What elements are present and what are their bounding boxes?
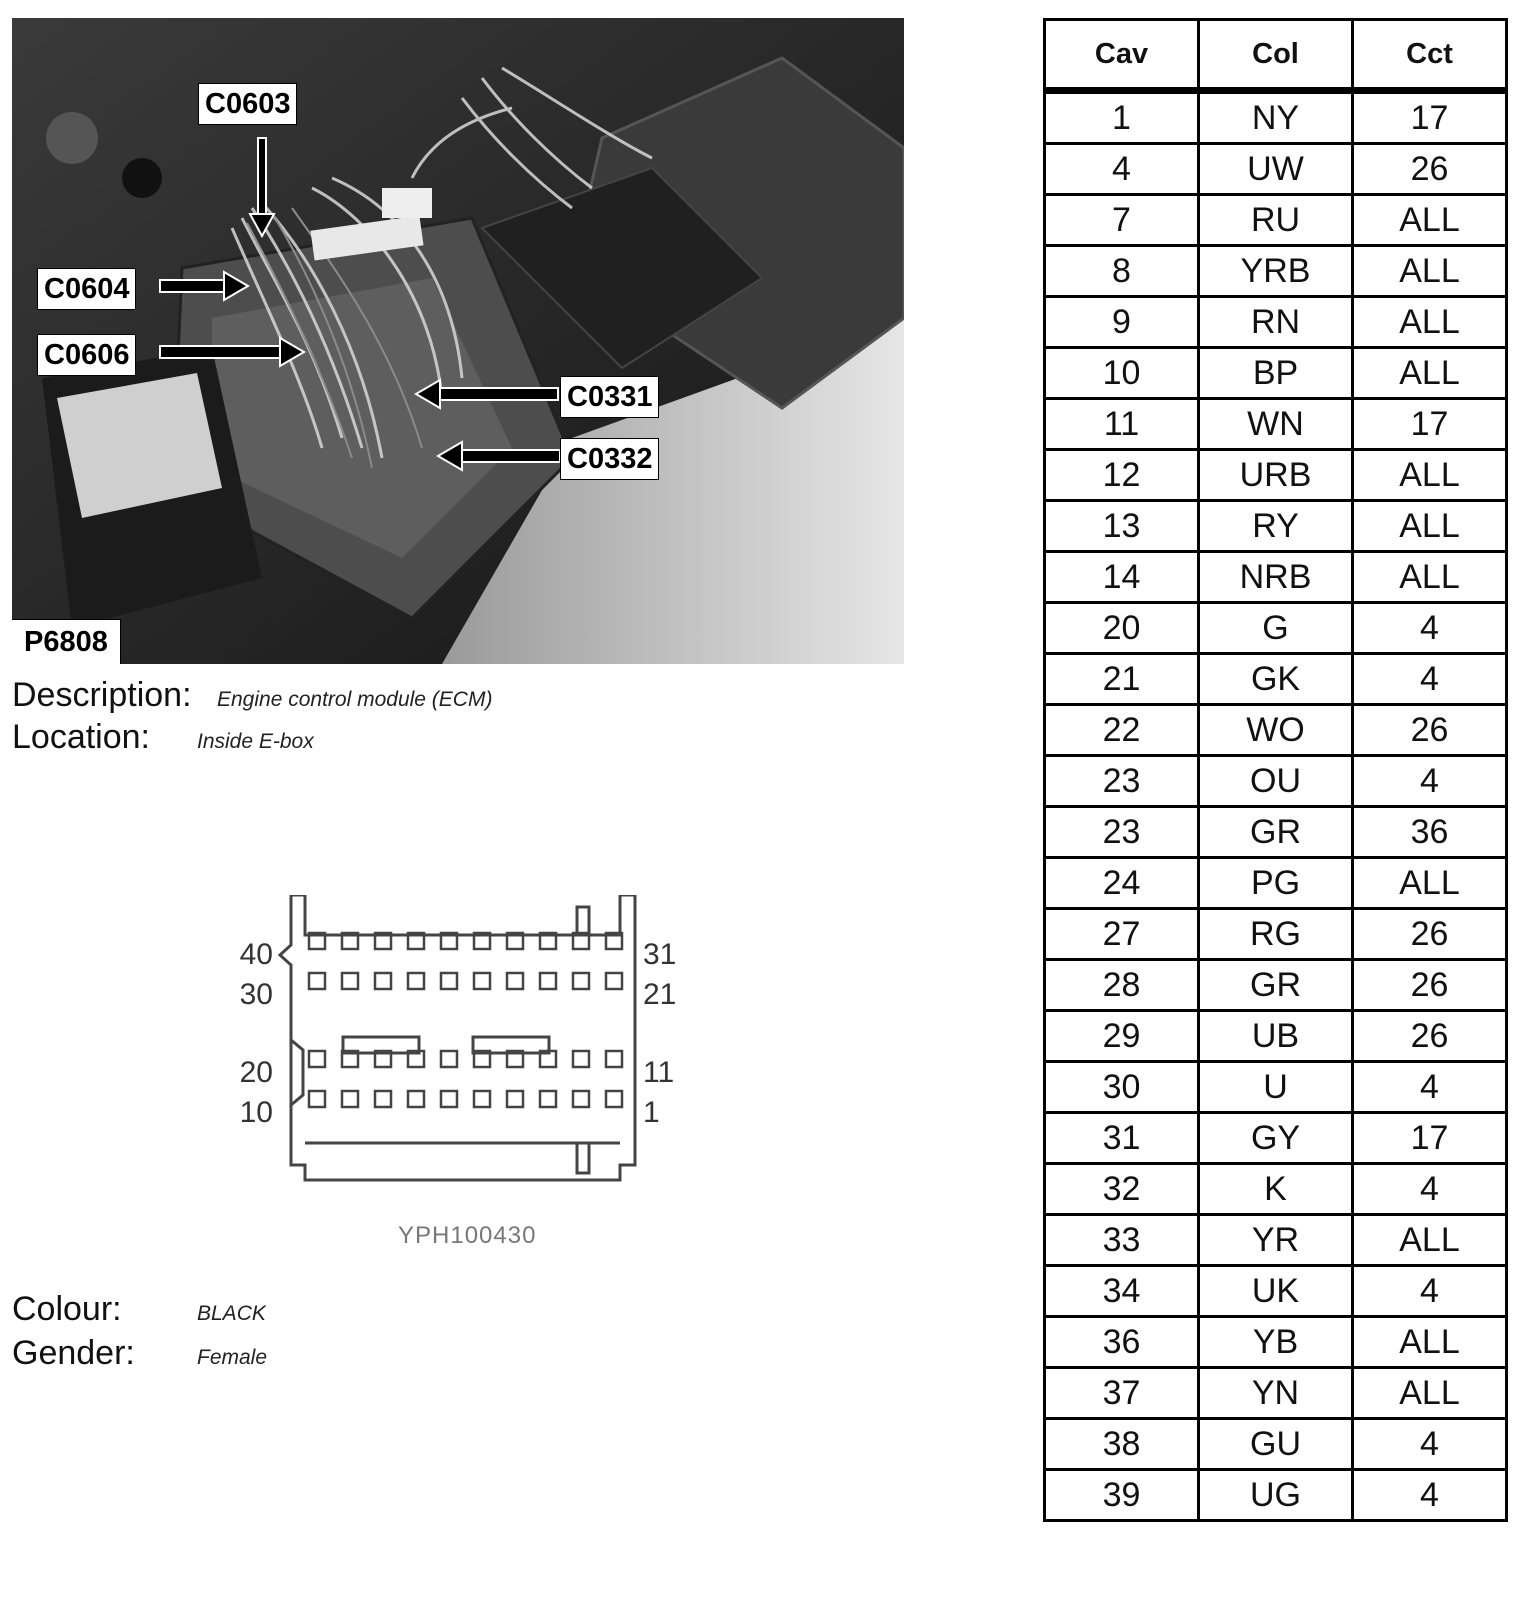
cell-col: GY: [1199, 1113, 1353, 1164]
cell-col: WN: [1199, 399, 1353, 450]
pin-cavity: [540, 1091, 556, 1107]
pin-cavity: [474, 973, 490, 989]
pin-cavity: [474, 1091, 490, 1107]
cell-col: RG: [1199, 909, 1353, 960]
cell-cav: 23: [1045, 756, 1199, 807]
cell-cct: ALL: [1353, 858, 1507, 909]
table-row: [1045, 144, 1507, 195]
cell-cav: 14: [1045, 552, 1199, 603]
cell-cav: 10: [1045, 348, 1199, 399]
cell-col: RY: [1199, 501, 1353, 552]
pin-cavity: [309, 1091, 325, 1107]
table-row: [1045, 1215, 1507, 1266]
table-row: [1045, 246, 1507, 297]
description-value: Engine control module (ECM): [217, 688, 493, 711]
cell-cav: 27: [1045, 909, 1199, 960]
pin-cavity: [309, 973, 325, 989]
cell-col: YB: [1199, 1317, 1353, 1368]
cell-cct: 17: [1353, 91, 1507, 144]
cell-cct: ALL: [1353, 501, 1507, 552]
cell-cav: 7: [1045, 195, 1199, 246]
table-row: [1045, 1419, 1507, 1470]
cell-col: UG: [1199, 1470, 1353, 1521]
cell-cav: 32: [1045, 1164, 1199, 1215]
table-row: [1045, 756, 1507, 807]
cell-cav: 31: [1045, 1113, 1199, 1164]
pin-cavity: [408, 1091, 424, 1107]
cell-col: PG: [1199, 858, 1353, 909]
table-row: [1045, 960, 1507, 1011]
cell-cct: 4: [1353, 654, 1507, 705]
pin-label-21: 21: [643, 978, 677, 1011]
cell-col: U: [1199, 1062, 1353, 1113]
cell-col: RU: [1199, 195, 1353, 246]
cell-col: NY: [1199, 91, 1353, 144]
gender-value: Female: [197, 1346, 268, 1369]
cell-cav: 34: [1045, 1266, 1199, 1317]
cell-col: YR: [1199, 1215, 1353, 1266]
cell-cct: 26: [1353, 144, 1507, 195]
cell-col: GR: [1199, 960, 1353, 1011]
pin-cavity: [507, 1091, 523, 1107]
cell-col: G: [1199, 603, 1353, 654]
pin-cavity: [606, 1051, 622, 1067]
gender-row: [12, 1334, 268, 1373]
cell-cav: 8: [1045, 246, 1199, 297]
pin-cavity: [606, 1091, 622, 1107]
table-row: [1045, 552, 1507, 603]
callout-c0603: C0603: [198, 83, 297, 125]
cell-cct: 36: [1353, 807, 1507, 858]
cell-cct: 4: [1353, 1164, 1507, 1215]
callout-c0604: C0604: [37, 268, 136, 310]
table-header-row: [1045, 20, 1507, 91]
cell-cct: 4: [1353, 1419, 1507, 1470]
cell-col: BP: [1199, 348, 1353, 399]
pin-cavity: [441, 1051, 457, 1067]
table-row: [1045, 603, 1507, 654]
cell-cct: 4: [1353, 1266, 1507, 1317]
pin-cavity: [375, 973, 391, 989]
table-row: [1045, 1470, 1507, 1521]
colour-label: Colour:: [12, 1290, 122, 1328]
pin-cavity: [540, 973, 556, 989]
pin-cavity: [507, 973, 523, 989]
cell-cav: 11: [1045, 399, 1199, 450]
table-row: [1045, 399, 1507, 450]
table-row: [1045, 807, 1507, 858]
cell-col: NRB: [1199, 552, 1353, 603]
table-row: [1045, 1113, 1507, 1164]
pin-label-1: 1: [643, 1096, 660, 1129]
table-row: [1045, 1317, 1507, 1368]
callout-c0606: C0606: [37, 334, 136, 376]
pin-label-31: 31: [643, 938, 677, 971]
cell-col: UW: [1199, 144, 1353, 195]
table-row: [1045, 1011, 1507, 1062]
gender-label: Gender:: [12, 1334, 135, 1372]
table-row: [1045, 1368, 1507, 1419]
cell-col: GR: [1199, 807, 1353, 858]
cell-cct: 26: [1353, 909, 1507, 960]
cell-cav: 30: [1045, 1062, 1199, 1113]
cell-cct: ALL: [1353, 246, 1507, 297]
cell-col: YRB: [1199, 246, 1353, 297]
cell-cav: 1: [1045, 91, 1199, 144]
pin-cavity: [408, 973, 424, 989]
cell-cav: 36: [1045, 1317, 1199, 1368]
table-row: [1045, 909, 1507, 960]
pin-cavity: [441, 973, 457, 989]
cell-col: UK: [1199, 1266, 1353, 1317]
photo-id-label: P6808: [12, 619, 121, 664]
pinout-table-body: [1045, 91, 1507, 1521]
colour-value: BLACK: [197, 1302, 266, 1325]
location-label: Location:: [12, 718, 150, 756]
pin-cavity: [606, 973, 622, 989]
cell-cct: ALL: [1353, 1215, 1507, 1266]
cell-cct: ALL: [1353, 348, 1507, 399]
cell-cct: ALL: [1353, 1368, 1507, 1419]
pin-label-11: 11: [643, 1056, 675, 1089]
table-row: [1045, 91, 1507, 144]
header-cct: Cct: [1353, 20, 1507, 91]
cell-cav: 37: [1045, 1368, 1199, 1419]
cell-cct: ALL: [1353, 552, 1507, 603]
cell-cav: 9: [1045, 297, 1199, 348]
table-row: [1045, 195, 1507, 246]
cell-cct: 4: [1353, 1470, 1507, 1521]
cell-cct: 26: [1353, 705, 1507, 756]
cell-cct: ALL: [1353, 450, 1507, 501]
cell-cct: 4: [1353, 603, 1507, 654]
table-row: [1045, 1062, 1507, 1113]
cell-cct: ALL: [1353, 297, 1507, 348]
cell-cav: 33: [1045, 1215, 1199, 1266]
pin-cavity: [342, 1091, 358, 1107]
pin-cavity: [441, 1091, 457, 1107]
table-row: [1045, 858, 1507, 909]
cell-cct: ALL: [1353, 1317, 1507, 1368]
pin-cavity: [309, 1051, 325, 1067]
cell-col: UB: [1199, 1011, 1353, 1062]
cell-cav: 29: [1045, 1011, 1199, 1062]
cell-cav: 21: [1045, 654, 1199, 705]
cell-col: RN: [1199, 297, 1353, 348]
pin-cavity: [573, 973, 589, 989]
cell-cav: 20: [1045, 603, 1199, 654]
callout-c0331: C0331: [560, 376, 659, 418]
table-row: [1045, 297, 1507, 348]
pinout-table: [1043, 18, 1508, 1522]
pin-label-30: 30: [239, 978, 273, 1011]
cell-col: K: [1199, 1164, 1353, 1215]
cell-cct: 26: [1353, 1011, 1507, 1062]
table-row: [1045, 705, 1507, 756]
header-cav: Cav: [1045, 20, 1199, 91]
cell-cav: 39: [1045, 1470, 1199, 1521]
cell-cct: ALL: [1353, 195, 1507, 246]
table-row: [1045, 501, 1507, 552]
cell-col: URB: [1199, 450, 1353, 501]
cell-cav: 28: [1045, 960, 1199, 1011]
cell-cct: 17: [1353, 399, 1507, 450]
cell-col: GK: [1199, 654, 1353, 705]
table-row: [1045, 654, 1507, 705]
cell-col: OU: [1199, 756, 1353, 807]
pin-cavity: [375, 1091, 391, 1107]
cell-cav: 23: [1045, 807, 1199, 858]
pin-label-40: 40: [239, 938, 273, 971]
table-row: [1045, 1164, 1507, 1215]
engine-bay-image: [12, 18, 904, 664]
cell-cav: 24: [1045, 858, 1199, 909]
cell-cav: 12: [1045, 450, 1199, 501]
pin-cavity: [573, 1091, 589, 1107]
pin-label-10: 10: [239, 1096, 273, 1129]
pin-cavity: [342, 973, 358, 989]
pin-grid: [309, 933, 622, 1107]
callout-c0332: C0332: [560, 438, 659, 480]
cell-col: WO: [1199, 705, 1353, 756]
cell-cct: 4: [1353, 1062, 1507, 1113]
ecm-location-photo: [12, 18, 904, 664]
description-row: [12, 676, 493, 715]
location-row: [12, 718, 314, 757]
cell-cav: 13: [1045, 501, 1199, 552]
cell-cav: 22: [1045, 705, 1199, 756]
cell-cct: 17: [1353, 1113, 1507, 1164]
cell-cct: 4: [1353, 756, 1507, 807]
table-row: [1045, 450, 1507, 501]
header-col: Col: [1199, 20, 1353, 91]
pin-label-20: 20: [239, 1056, 273, 1089]
cell-cav: 4: [1045, 144, 1199, 195]
table-row: [1045, 348, 1507, 399]
cell-col: YN: [1199, 1368, 1353, 1419]
colour-row: [12, 1290, 266, 1329]
location-value: Inside E-box: [197, 730, 314, 753]
pin-cavity: [573, 1051, 589, 1067]
cell-col: GU: [1199, 1419, 1353, 1470]
connector-reference-code: YPH100430: [398, 1222, 537, 1249]
connector-face-diagram: [225, 895, 725, 1220]
cell-cct: 26: [1353, 960, 1507, 1011]
description-label: Description:: [12, 676, 192, 714]
table-row: [1045, 1266, 1507, 1317]
cell-cav: 38: [1045, 1419, 1199, 1470]
